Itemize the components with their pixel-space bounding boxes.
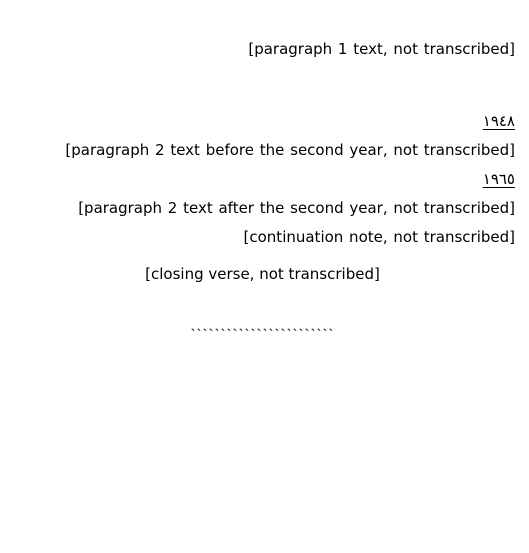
paragraph-1-text: [paragraph 1 text, not transcribed] (248, 40, 515, 58)
paragraph-2 (10, 78, 515, 252)
year-1948: ١٩٤٨ (482, 112, 515, 130)
continued-note: [continuation note, not transcribed] (243, 228, 515, 246)
end-separator: ˏˏˏˏˏˏˏˏˏˏˏˏˏˏˏˏˏˏˏˏˏˏˏˏ (190, 314, 335, 332)
closing-verse: [closing verse, not transcribed] (145, 265, 380, 283)
paragraph-2-text-b: [paragraph 2 text after the second year, not transcribed] (78, 199, 515, 217)
year-1965: ١٩٦٥ (482, 170, 515, 188)
paragraph-2-text-a: [paragraph 2 text before the second year, not transcribed] (65, 141, 515, 159)
paragraph-1 (10, 6, 515, 64)
